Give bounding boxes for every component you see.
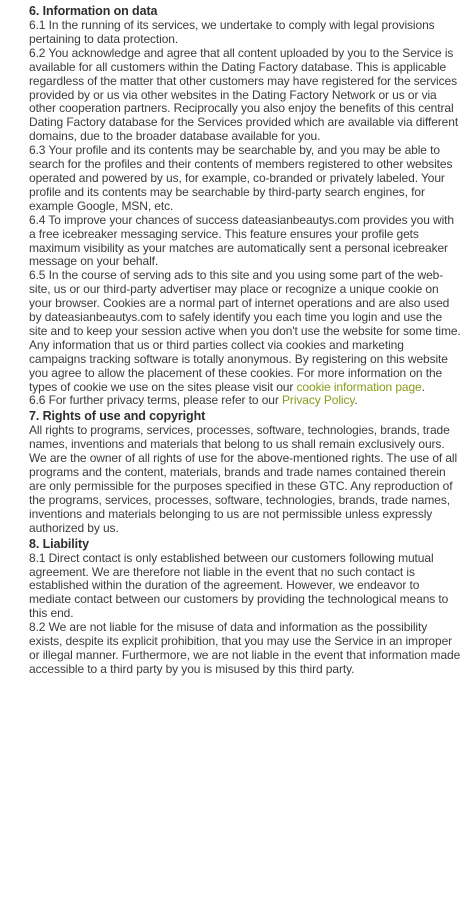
cookie-information-link[interactable]: cookie information page — [296, 379, 422, 394]
paragraph-7: All rights to programs, services, processes, software, technologies, brands, trade names, inventions and materials that belong to us shall remain exclusively ours. We are the owner of all rights of use for the above-mentioned rights. The use of all programs and the content, materials, brands and trade names contained therein are only permissible for the purposes specified in these GTC. Any reproduction of the programs, services, processes, software, technologies, brands, trade names, inventions and materials belonging to us are not permissible unless expressly authorized by us. — [29, 423, 458, 535]
paragraph-6-5 — [29, 269, 462, 394]
paragraph-6-6-end: . — [354, 393, 358, 408]
privacy-policy-link[interactable]: Privacy Policy — [282, 393, 355, 408]
paragraph-6-3: 6.3 Your profile and its contents may be searchable by, and you may be able to search for the profiles and their contents of members registered to other websites operated and powered by us, for example, co-branded or privately labeled. Your profile and its contents may be searchable by third-party search engines, for example Google, MSN, etc. — [29, 143, 453, 213]
paragraph-6-5-text: 6.5 In the course of serving ads to this site and you using some part of the web-site, us or our third-party advertiser may place or recognize a unique cookie on your browser. Cookies are a normal part of internet operations and are also used by dateasianbeautys.com to safely identify you each time you login and use the site and to keep your session active when you don't use the website for some time. Any information that us or third parties collect via cookies and marketing campaigns tracking software is totally anonymous. By registering on this website you agree to allow the placement of these cookies. For more information on the types of cookie we use on the sites please visit our — [29, 268, 461, 394]
section-6-title: 6. Information on data — [29, 4, 158, 18]
section-7-title: 7. Rights of use and copyright — [29, 409, 206, 424]
paragraph-6-6-text: 6.6 For further privacy terms, please refer to our — [29, 393, 283, 408]
paragraph-6-2: 6.2 You acknowledge and agree that all content uploaded by you to the Service is available for all customers within the Dating Factory database. This is applicable regardless of the matter that other customers may have registered for the services provided by or us via other websites in the Dating Factory Network or us or via other cooperation partners. Reciprocally you also enjoy the benefits of this central Dating Factory database for the Services provided which are available via different domains, due to the broader database available for you. — [29, 45, 459, 144]
paragraph-6-5-end: . — [421, 379, 425, 394]
paragraph-8-1: 8.1 Direct contact is only established between our customers following mutual agreement. We are therefore not liable in the event that no such contact is established within the duration of the agreement. However, we endeavor to mediate contact between our customers by providing the technological means to this end. — [29, 550, 449, 621]
paragraph-6-6 — [29, 394, 462, 408]
paragraph-8-2: 8.2 We are not liable for the misuse of data and information as the possibility exists, despite its explicit prohibition, that you may use the Service in an improper or illegal manner. Furthermore, we are not liable in the event that information made accessible to a third party by you is misused by this third party. — [29, 620, 461, 676]
paragraph-6-1: 6.1 In the running of its services, we undertake to comply with legal provisions pertaining to data protection. — [29, 18, 435, 46]
paragraph-6-4: 6.4 To improve your chances of success dateasianbeautys.com provides you with a free icebreaker messaging service. This feature ensures your profile gets maximum visibility as your matches are automatically sent a personal icebreaker message on your behalf. — [29, 212, 454, 269]
section-8-title: 8. Liability — [29, 536, 89, 551]
